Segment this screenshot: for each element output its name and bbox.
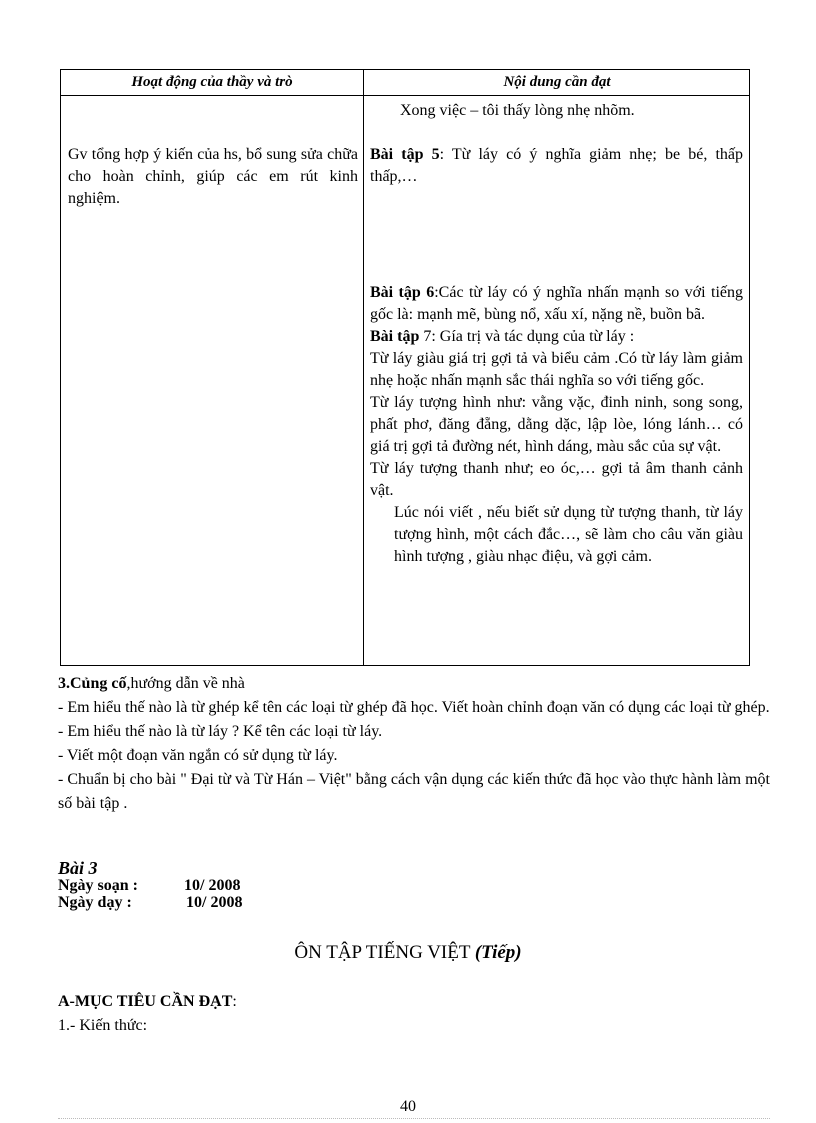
left-column-text: Gv tổng hợp ý kiến của hs, bổ sung sửa chữa cho hoàn chỉnh, giúp các em rút kinh nghiệm. bbox=[68, 146, 358, 207]
paragraph-1: Từ láy giàu giá trị gợi tả và biểu cảm .Có từ láy làm giảm nhẹ hoặc nhấn mạnh sắc thái nghĩa so với tiếng gốc. bbox=[370, 350, 743, 389]
homework-item-1: - Em hiểu thế nào là từ ghép kể tên các loại từ ghép đã học. Viết hoàn chỉnh đoạn văn có dụng các loại từ ghép. bbox=[58, 699, 770, 716]
exercise-6-text: :Các từ láy có ý nghĩa nhấn mạnh so với tiếng gốc là: mạnh mẽ, bùng nổ, xấu xí, nặng nề, buồn bã. bbox=[370, 284, 743, 323]
homework-item-4: - Chuẩn bị cho bài " Đại từ và Từ Hán – Việt" bằng cách vận dụng các kiến thức đã học vào thực hành làm một số bài tập . bbox=[58, 771, 770, 812]
paragraph-2: Từ láy tượng hình như: vằng vặc, đinh ninh, song song, phất phơ, đăng đẵng, dằng dặc, lập lòe, lóng lánh… có giá trị gợi tả đường nét, hình dáng, màu sắc của sự vật. bbox=[370, 394, 743, 455]
exercise-5-label: Bài tập 5 bbox=[370, 146, 440, 163]
right-line-0 bbox=[370, 100, 743, 122]
section-3-heading bbox=[58, 672, 770, 696]
objectives-heading: A-MỤC TIÊU CẦN ĐẠT bbox=[58, 993, 233, 1010]
objectives-colon: : bbox=[232, 993, 237, 1010]
header-teacher-student-activity: Hoạt động của thầy và trò bbox=[131, 74, 293, 90]
header-content: Nội dung cần đạt bbox=[503, 74, 611, 90]
lesson-info bbox=[58, 860, 242, 911]
homework-item-2: - Em hiểu thế nào là từ láy ? Kể tên các loại từ láy. bbox=[58, 723, 383, 740]
prep-date-label: Ngày soạn : bbox=[58, 877, 139, 894]
teach-date-value: 10/ 2008 bbox=[186, 894, 243, 911]
exercise-5 bbox=[370, 144, 743, 188]
section-3-heading-bold: 3.Củng cố bbox=[58, 675, 127, 692]
section-3 bbox=[58, 672, 770, 816]
objective-item-knowledge: 1.- Kiến thức: bbox=[58, 1017, 148, 1034]
paragraph-4: Lúc nói viết , nếu biết sử dụng từ tượng thanh, từ láy tượng hình, một cách đắc…, sẽ làm cho câu văn giàu hình tượng , giàu nhạc điệu, và gợi cảm. bbox=[394, 504, 743, 565]
table-header-row bbox=[61, 70, 749, 96]
section-3-heading-rest: ,hướng dẫn về nhà bbox=[126, 675, 245, 692]
exercise-6-label: Bài tập 6 bbox=[370, 284, 435, 301]
sentence-example: Xong việc – tôi thấy lòng nhẹ nhõm. bbox=[400, 102, 635, 119]
objectives bbox=[58, 990, 770, 1038]
exercise-6-7 bbox=[370, 282, 743, 568]
prep-date-row bbox=[58, 877, 242, 894]
lesson-number: Bài 3 bbox=[58, 858, 98, 878]
exercise-7-label: Bài tập bbox=[370, 328, 420, 345]
teach-date-label: Ngày dạy : bbox=[58, 894, 132, 911]
page-title bbox=[0, 942, 816, 964]
title-main: ÔN TẬP TIẾNG VIỆT bbox=[294, 942, 475, 963]
footer-divider bbox=[58, 1118, 770, 1119]
prep-date-value: 10/ 2008 bbox=[184, 877, 241, 894]
exercise-5-text: : Từ láy có ý nghĩa giảm nhẹ; be bé, thấp thấp,… bbox=[370, 146, 743, 185]
exercise-7-text: 7: Gía trị và tác dụng của từ láy : bbox=[419, 328, 635, 345]
lesson-table bbox=[60, 69, 750, 666]
paragraph-3: Từ láy tượng thanh như; eo óc,… gợi tả âm thanh cảnh vật. bbox=[370, 460, 743, 499]
teach-date-row bbox=[58, 894, 242, 911]
title-sub: (Tiếp) bbox=[474, 942, 522, 963]
page-number: 40 bbox=[400, 1098, 416, 1115]
column-divider bbox=[363, 70, 364, 665]
homework-item-3: - Viết một đoạn văn ngắn có sử dụng từ láy. bbox=[58, 747, 338, 764]
